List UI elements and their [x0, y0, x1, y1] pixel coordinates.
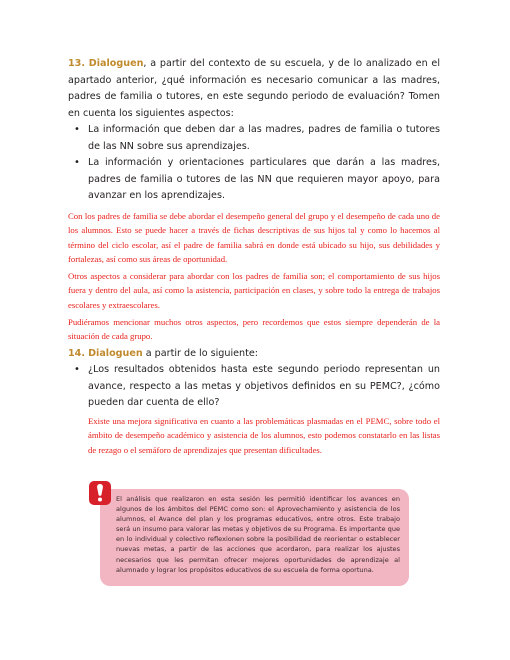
answer-paragraph: Existe una mejora significativa en cuanto a las problemáticas plasmadas en el PEMC, sobre todo el ámbito de desempeño académico y asistencia de los alumnos, esto podemos constatarlo en las listas de rezago o el semáforo de aprendizajes que presentan dificultades.	[88, 415, 440, 456]
exclamation-icon	[89, 481, 111, 505]
question-13-bullets	[68, 122, 440, 205]
bullet-item: • La información y orientaciones particulares que darán a las madres, padres de familia o tutores de las NN que requieren mayor apoyo, para avanzar en los aprendizajes.	[88, 155, 440, 205]
question-13	[68, 56, 440, 122]
question-14-number: 14.	[68, 347, 85, 359]
bullet-item: • ¿Los resultados obtenidos hasta este segundo periodo representan un avance, respecto a las metas y objetivos definidos en su PEMC?, ¿cómo pueden dar cuenta de ello?	[88, 362, 440, 412]
question-13-verb: Dialoguen	[88, 58, 144, 69]
answer-paragraph: Con los padres de familia se debe abordar el desempeño general del grupo y el desempeño de cada uno de los alumnos. Esto se puede hacer a través de fichas descriptivas de sus hijos tal y como lo hacemos al término del ciclo escolar, así el padre de familia sabrá en donde está ubicado su hijo, sus debilidades y fortalezas, así como sus áreas de oportunidad.	[68, 210, 440, 265]
answer-13	[68, 209, 440, 344]
answer-14	[88, 414, 440, 458]
bullet-item: • La información que deben dar a las madres, padres de familia o tutores de las NN sobre sus aprendizajes.	[88, 122, 440, 155]
answer-paragraph: Otros aspectos a considerar para abordar con los padres de familia son; el comportamiento de sus hijos fuera y dentro del aula, así como la asistencia, participación en clases, y sobre todo la entrega de trabajos escolares y extraescolares.	[68, 270, 440, 311]
question-14-bullets	[68, 362, 440, 412]
info-note-box	[100, 489, 409, 586]
info-note-text: El análisis que realizaron en esta sesión les permitió identificar los avances en algunos de los ámbitos del PEMC como son: el Aprovechamiento y asistencia de los alumnos, el Avance del plan y los programas educativos, entre otros. Este trabajo será un insumo para valorar las metas y objetivos de su Programa. Es importante que en lo individual y colectivo reflexionen sobre la posibilidad de reorientar o establecer nuevas metas, a partir de las acciones que acordaron, para realizar los ajustes necesarios que les permitan ofrecer mejores oportunidades de aprendizaje al alumnado y lograr los propósitos educativos de su escuela de forma oportuna.	[116, 495, 400, 574]
question-13-text: , a partir del contexto de su escuela, y de lo analizado en el apartado anterior, ¿qué información es necesario comunicar a las madres, padres de familia o tutores, en este segundo periodo de evaluación? Tomen en cuenta los siguientes aspectos:	[68, 58, 440, 119]
question-14-verb: Dialoguen	[88, 347, 143, 359]
document-body	[68, 56, 440, 460]
question-14	[68, 346, 440, 363]
answer-paragraph: Pudiéramos mencionar muchos otros aspectos, pero recordemos que estos siempre dependerán de la situación de cada grupo.	[68, 316, 440, 342]
question-14-text: a partir de lo siguiente:	[142, 347, 259, 359]
question-13-number: 13.	[68, 58, 85, 69]
